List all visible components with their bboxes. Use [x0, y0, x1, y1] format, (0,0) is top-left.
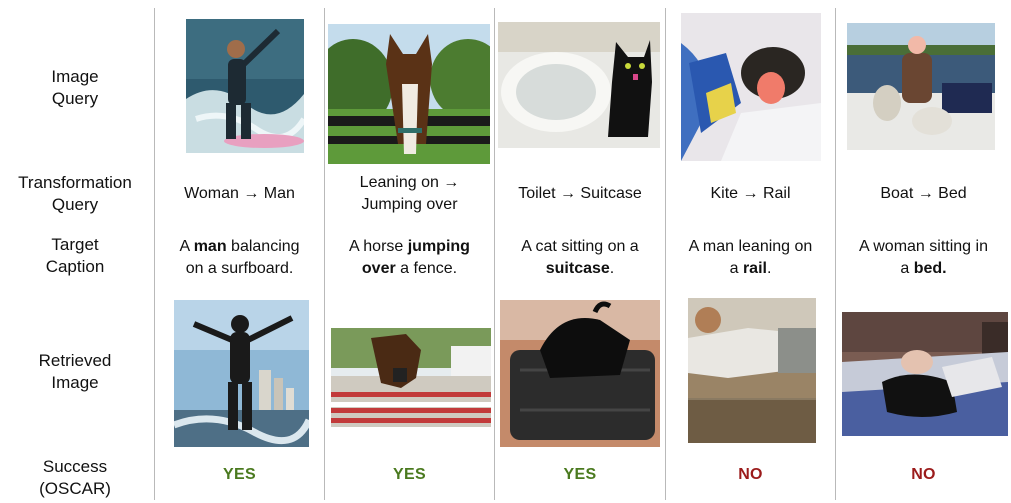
transformation-line: Toilet → Suitcase — [518, 185, 642, 202]
example-column-4 — [666, 0, 835, 503]
caption-line — [155, 236, 324, 258]
row-label-line: Query — [51, 195, 99, 214]
caption-line — [666, 236, 835, 258]
target-caption — [495, 236, 665, 280]
query-image-man-kite — [681, 13, 821, 161]
transformation-line: Woman → Man — [184, 185, 295, 202]
caption-text: A man leaning on — [688, 238, 813, 255]
caption-line — [666, 258, 835, 280]
retrieved-image-surfer-man — [174, 300, 309, 447]
target-caption — [325, 236, 494, 280]
retrieved-image-woman-bed — [842, 312, 1008, 436]
row-label-line: Target — [51, 235, 99, 254]
caption-text: a fence. — [395, 260, 458, 277]
row-label-line: Query — [51, 89, 99, 108]
transformation-query — [836, 183, 1011, 205]
caption-line — [836, 258, 1011, 280]
caption-bold-text: over — [361, 260, 396, 277]
transformation-line: Leaning on → — [359, 174, 460, 191]
caption-line — [325, 236, 494, 258]
transformation-query — [666, 183, 835, 205]
caption-line — [495, 258, 665, 280]
transformation-line: Jumping over — [361, 196, 458, 213]
success-result: YES — [393, 466, 426, 483]
row-label-line: Image — [51, 67, 99, 86]
success-result: NO — [738, 466, 763, 483]
row-label-line: Image — [51, 373, 99, 392]
caption-text: A cat sitting on a — [521, 238, 639, 255]
caption-bold-text: jumping — [407, 238, 470, 255]
target-caption — [666, 236, 835, 280]
success-result: YES — [223, 466, 256, 483]
example-column-1 — [155, 0, 324, 503]
transformation-line: Kite → Rail — [710, 185, 791, 202]
row-label-line: Retrieved — [38, 351, 112, 370]
caption-bold-text: suitcase — [545, 260, 610, 277]
caption-text: a — [900, 260, 914, 277]
query-image-horse-fence — [328, 24, 490, 164]
row-label-success — [0, 456, 150, 500]
caption-bold-text: rail — [742, 260, 767, 277]
transformation-query — [325, 172, 494, 216]
query-image-woman-boat — [847, 23, 995, 150]
retrieved-image-cat-suitcase — [500, 300, 660, 447]
caption-line — [836, 236, 1011, 258]
query-image-surfer-woman — [186, 19, 304, 153]
row-label-line: Caption — [45, 257, 105, 276]
retrieved-image-man-rail — [688, 298, 816, 443]
target-caption — [836, 236, 1011, 280]
row-label-image-query — [0, 66, 150, 110]
caption-text: on a surfboard. — [185, 260, 294, 277]
caption-bold-text: bed. — [913, 260, 947, 277]
example-column-5 — [836, 0, 1011, 503]
caption-bold-text: man — [193, 238, 227, 255]
row-label-transformation-query — [0, 172, 150, 216]
example-column-3 — [495, 0, 665, 503]
target-caption — [155, 236, 324, 280]
caption-line — [495, 236, 665, 258]
transformation-query — [495, 183, 665, 205]
transformation-query — [155, 183, 324, 205]
query-image-cat-toilet — [498, 22, 660, 148]
row-label-line: (OSCAR) — [39, 479, 111, 498]
row-label-target-caption — [0, 234, 150, 278]
transformation-line: Boat → Bed — [880, 185, 967, 202]
row-label-line: Success — [42, 457, 108, 476]
row-label-retrieved-image — [0, 350, 150, 394]
caption-text: A horse — [349, 238, 408, 255]
retrieved-image-horse-jump — [331, 328, 491, 427]
success-result: YES — [563, 466, 597, 483]
caption-line — [155, 258, 324, 280]
caption-text: . — [766, 260, 772, 277]
example-column-2 — [325, 0, 494, 503]
row-label-line: Transformation — [18, 173, 132, 192]
caption-text: A — [179, 238, 194, 255]
caption-text: a — [729, 260, 743, 277]
caption-text: balancing — [226, 238, 300, 255]
success-result: NO — [911, 466, 936, 483]
caption-text: A woman sitting in — [859, 238, 988, 255]
caption-line — [325, 258, 494, 280]
caption-text: . — [609, 260, 615, 277]
